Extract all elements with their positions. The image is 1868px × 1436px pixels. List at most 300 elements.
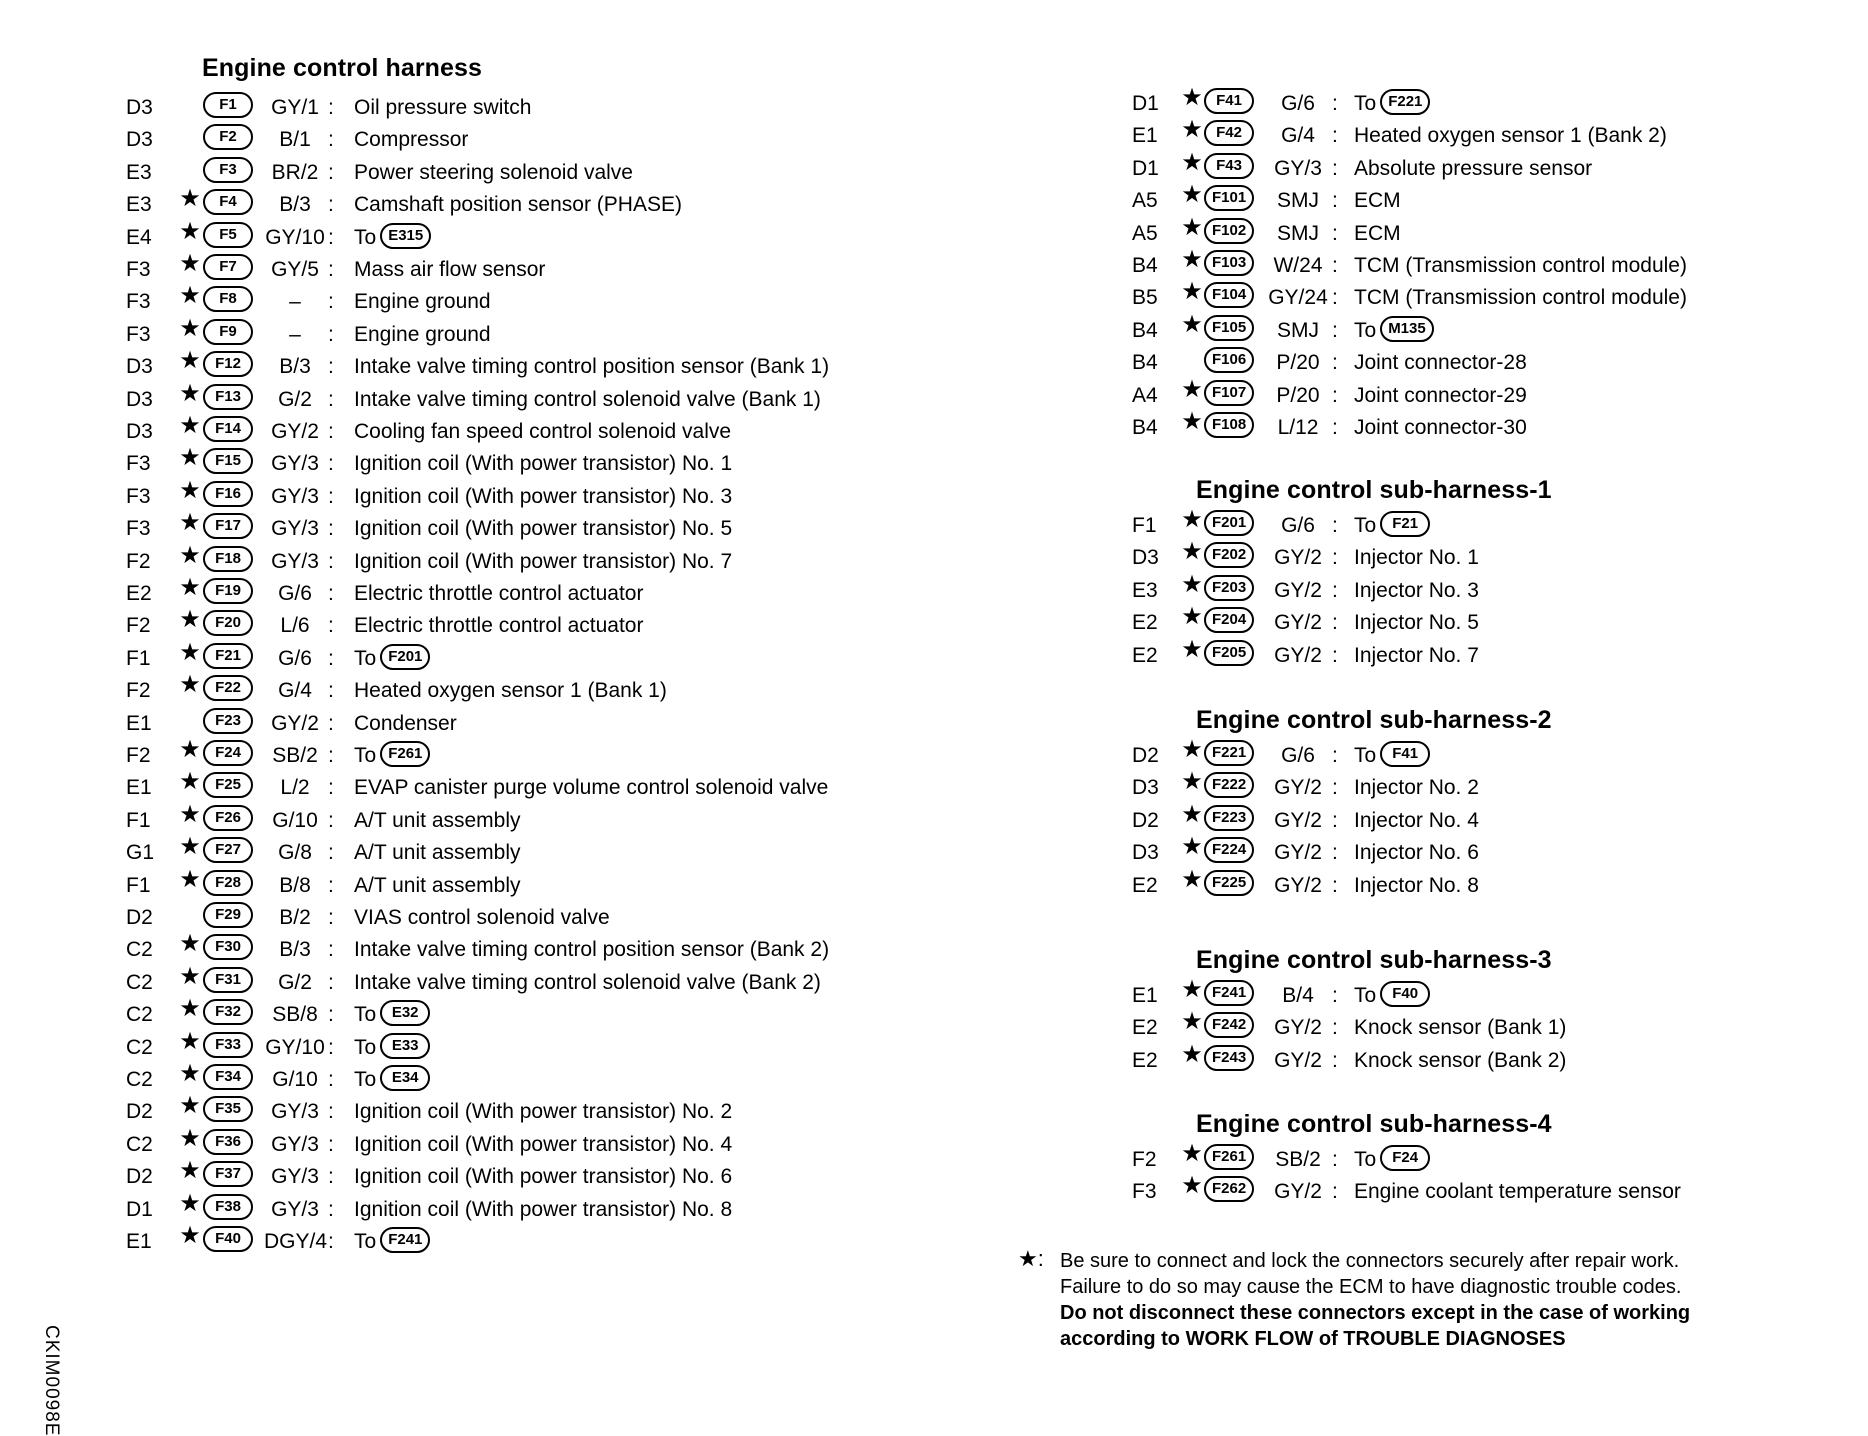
star-icon: ★ [179,217,201,245]
connector-description [1354,980,1419,1012]
colon-separator: : [328,873,334,897]
connector-row [1132,736,1868,772]
connector-row [1132,1172,1868,1208]
colon-separator: : [1332,776,1338,800]
colon-separator: : [328,1230,334,1253]
star-icon: ★ [179,962,201,990]
colon-separator: : [1332,841,1338,865]
colon-separator: : [328,1165,334,1189]
star-icon: ★ [179,1124,201,1152]
colon-separator: : [328,225,334,249]
connector-color-pins: GY/3 [271,517,319,541]
grid-location: B4 [1132,318,1158,342]
connector-row [126,1060,946,1096]
connector-row [1132,310,1868,347]
connector-row [126,833,946,869]
connector-row [1132,833,1868,869]
connector-color-pins: GY/3 [1274,156,1322,180]
grid-location: A5 [1132,189,1158,213]
connector-badge: F9 [203,319,253,345]
connector-badge: F241 [1204,980,1254,1006]
colon-separator: : [328,776,334,800]
connector-description [354,481,732,513]
description-text: Engine coolant temperature sensor [1354,1180,1681,1204]
connector-description [354,578,643,610]
star-icon: ★ [179,1189,201,1217]
connector-color-pins: GY/3 [271,484,319,508]
description-text: Intake valve timing control position sensor (Bank 1) [354,355,830,379]
connector-color-pins: – [289,322,301,346]
star-icon: ★ [1181,246,1203,273]
colon-separator: : [328,744,334,767]
star-icon: ★ [179,379,201,407]
description-text: Intake valve timing control solenoid valve (Bank 1) [354,387,821,411]
grid-location: E1 [126,1230,152,1253]
grid-location: F1 [126,646,151,670]
connector-row [126,509,946,545]
connector-color-pins: B/3 [279,355,311,379]
connector-badge: F107 [1204,380,1254,406]
connector-row [126,314,946,351]
connector-row [126,865,946,902]
connector-description [354,1096,732,1128]
star-icon: ★ [179,1060,201,1087]
connector-color-pins: G/6 [278,582,312,605]
star-icon: ★ [179,476,201,504]
connector-color-pins: B/3 [279,193,311,217]
description-text: Joint connector-29 [1354,383,1527,407]
star-icon: ★ [179,250,201,277]
description-text: Joint connector-30 [1354,416,1527,439]
colon-separator: : [328,938,334,962]
connector-badge: F108 [1204,412,1254,438]
connector-color-pins: GY/5 [271,258,319,281]
colon-separator: : [1332,318,1338,342]
grid-location: G1 [126,841,155,865]
description-text: Injector No. 2 [1354,776,1479,800]
connector-description [354,675,667,707]
connector-color-pins: B/4 [1282,984,1314,1007]
connector-color-pins: GY/2 [271,711,319,735]
connector-row [1132,800,1868,837]
description-text: Compressor [354,128,469,152]
colon-separator: : [328,96,334,119]
connector-row [1132,603,1868,639]
description-text: To [1354,744,1377,767]
connector-description [354,124,468,156]
colon-separator: : [328,1068,334,1091]
description-text: To [1354,318,1377,342]
grid-location: E2 [1132,611,1158,635]
connector-description [1354,542,1479,574]
grid-location: F2 [126,614,151,638]
star-icon: ★ [179,800,201,828]
description-text: To [354,1003,377,1027]
connector-row [1132,1040,1868,1077]
connector-description [354,805,521,837]
connector-badge: F42 [1204,120,1254,146]
connector-row [1132,768,1868,804]
colon-separator: : [1332,92,1338,115]
connector-row [1132,347,1868,379]
colon-separator: : [328,160,334,184]
star-icon: ★ [1181,603,1203,631]
connector-description [354,448,732,480]
description-text: To [354,646,377,670]
target-connector-badge: M135 [1380,316,1434,342]
connector-row [1132,213,1868,250]
connector-badge: F35 [203,1096,253,1122]
connector-badge: F36 [203,1129,253,1155]
star-icon: ★ [1181,1008,1203,1036]
description-text: To [1354,92,1377,115]
star-icon: ★ [1181,506,1203,533]
connector-description [1354,1176,1681,1208]
connector-description [354,351,829,383]
star-icon: ★ [1181,181,1203,209]
star-icon: ★: [1018,1246,1044,1271]
connector-description [354,513,732,545]
description-text: Injector No. 7 [1354,643,1479,667]
connector-description [354,189,682,221]
grid-location: E2 [1132,1048,1158,1072]
star-icon: ★ [179,865,201,893]
connector-badge: F12 [203,351,253,377]
connector-badge: F38 [203,1194,253,1220]
connector-color-pins: BR/2 [271,160,319,184]
grid-location: F3 [1132,1180,1157,1204]
connector-badge: F15 [203,448,253,474]
connector-badge: F204 [1204,607,1254,633]
connector-description [1354,153,1592,185]
section-title-engine-control-sub-harness-2: Engine control sub-harness-2 [1196,706,1552,734]
connector-row [126,92,946,124]
connector-color-pins: SB/2 [1275,1148,1321,1171]
colon-separator: : [1332,383,1338,407]
section-title-engine-control-sub-harness-1: Engine control sub-harness-1 [1196,476,1552,504]
connector-badge: F21 [203,643,253,669]
connector-badge: F40 [203,1226,253,1252]
connector-row [1132,375,1868,412]
caution-note [1018,1248,1690,1352]
connector-color-pins: GY/1 [271,96,319,119]
connector-description [1354,1045,1566,1077]
description-text: To [354,1230,377,1253]
description-text: Joint connector-28 [1354,351,1527,375]
grid-location: E3 [126,160,152,184]
description-text: ECM [1354,221,1401,245]
description-text: Absolute pressure sensor [1354,156,1593,180]
star-icon: ★ [179,833,201,861]
star-icon: ★ [1181,570,1203,598]
connector-badge: F30 [203,934,253,960]
connector-badge: F3 [203,157,253,183]
connector-row [126,541,946,578]
connector-color-pins: G/6 [1281,92,1315,115]
colon-separator: : [1332,286,1338,310]
connector-badge: F221 [1204,740,1254,766]
grid-location: B4 [1132,351,1158,375]
connector-badge: F28 [203,870,253,896]
connector-badge: F201 [1204,510,1254,536]
section-title-engine-control-harness: Engine control harness [202,54,483,82]
colon-separator: : [328,1003,334,1027]
connector-badge: F14 [203,416,253,442]
grid-location: D3 [126,420,153,443]
note-line-2: Failure to do so may cause the ECM to have diagnostic trouble codes. [1060,1276,1682,1298]
grid-location: E2 [1132,643,1158,667]
star-icon: ★ [179,606,201,634]
description-text: To [354,1035,377,1059]
connector-color-pins: SB/8 [272,1003,318,1027]
grid-location: D2 [1132,744,1159,767]
connector-badge: F31 [203,967,253,993]
connector-row [126,1189,946,1226]
connector-color-pins: G/4 [278,679,312,703]
connector-description [1354,185,1401,217]
connector-color-pins: GY/3 [271,1165,319,1189]
colon-separator: : [328,970,334,994]
connector-color-pins: G/10 [272,1068,318,1091]
connector-description [354,999,419,1031]
connector-badge: F5 [203,222,253,248]
connector-row [126,638,946,675]
connector-badge: F27 [203,837,253,863]
connector-badge: F242 [1204,1012,1254,1038]
connector-color-pins: G/6 [1281,514,1315,537]
connector-badge: F102 [1204,218,1254,244]
connector-color-pins: GY/2 [1274,546,1322,570]
description-text: Cooling fan speed control solenoid valve [354,420,732,443]
description-text: EVAP canister purge volume control solenoid valve [354,776,829,800]
colon-separator: : [1332,984,1338,1007]
connector-badge: F41 [1204,88,1254,114]
connector-badge: F23 [203,708,253,734]
description-text: Engine ground [354,322,491,346]
grid-location: D3 [126,128,153,152]
connector-description [1354,380,1527,412]
connector-row [126,800,946,837]
connector-description [1354,607,1479,639]
connector-row [126,1092,946,1128]
grid-location: F2 [126,679,151,703]
connector-row [126,282,946,318]
connector-badge: F7 [203,254,253,280]
star-icon: ★ [1181,768,1203,796]
connector-row [126,995,946,1031]
connector-color-pins: GY/2 [1274,873,1322,897]
connector-description [1354,250,1687,282]
colon-separator: : [1332,254,1338,277]
connector-badge: F243 [1204,1045,1254,1071]
connector-description [1354,88,1423,120]
target-connector-badge: E315 [380,223,431,249]
colon-separator: : [1332,351,1338,375]
connector-color-pins: G/8 [278,841,312,865]
description-text: Intake valve timing control solenoid valve (Bank 2) [354,970,821,994]
description-text: Ignition coil (With power transistor) No. 5 [354,517,733,541]
grid-location: E3 [126,193,152,217]
connector-row [1132,976,1868,1012]
colon-separator: : [328,808,334,832]
colon-separator: : [1332,611,1338,635]
connector-color-pins: GY/3 [271,1132,319,1156]
connector-badge: F32 [203,999,253,1025]
description-text: TCM (Transmission control module) [1354,286,1687,310]
description-text: Ignition coil (With power transistor) No. 8 [354,1197,733,1221]
description-text: Electric throttle control actuator [354,614,644,638]
colon-separator: : [1332,744,1338,767]
description-text: Ignition coil (With power transistor) No. 2 [354,1100,733,1124]
connector-row [1132,506,1868,542]
connector-color-pins: GY/2 [1274,611,1322,635]
connector-description [354,416,731,448]
colon-separator: : [1332,578,1338,602]
connector-badge: F18 [203,546,253,572]
star-icon: ★ [1181,310,1203,338]
connector-row [126,412,946,448]
connector-color-pins: G/2 [278,387,312,411]
connector-badge: F106 [1204,347,1254,373]
star-icon: ★ [1181,148,1203,176]
description-text: Camshaft position sensor (PHASE) [354,193,682,217]
description-text: Engine ground [354,290,491,314]
target-connector-badge: F221 [1380,89,1430,115]
colon-separator: : [1332,1016,1338,1040]
grid-location: D2 [126,1165,153,1189]
description-text: To [1354,984,1377,1007]
section-title-engine-control-sub-harness-3: Engine control sub-harness-3 [1196,946,1552,974]
colon-separator: : [328,1197,334,1221]
connector-badge: F105 [1204,315,1254,341]
connector-color-pins: GY/2 [1274,776,1322,800]
connector-row [126,902,946,934]
grid-location: D1 [1132,156,1159,180]
grid-location: F3 [126,484,151,508]
connector-color-pins: GY/2 [271,420,319,443]
target-connector-badge: F261 [380,741,430,767]
colon-separator: : [328,1035,334,1059]
grid-location: D3 [1132,776,1159,800]
connector-color-pins: SMJ [1277,221,1319,245]
connector-badge: F205 [1204,640,1254,666]
connector-badge: F203 [1204,575,1254,601]
connector-description [1354,805,1479,837]
connector-row [126,1157,946,1193]
connector-color-pins: SB/2 [272,744,318,767]
connector-description [354,222,424,254]
grid-location: F1 [126,808,151,832]
connector-description [354,546,732,578]
grid-location: C2 [126,938,153,962]
description-text: Mass air flow sensor [354,258,546,281]
connector-description [354,643,423,675]
star-icon: ★ [179,314,201,342]
connector-badge: F103 [1204,250,1254,276]
grid-location: C2 [126,970,153,994]
colon-separator: : [1332,546,1338,570]
connector-description [1354,347,1527,379]
connector-row [126,124,946,156]
star-icon: ★ [179,1222,201,1249]
grid-location: E1 [126,776,152,800]
connector-row [1132,84,1868,120]
connector-color-pins: GY/3 [271,549,319,573]
connector-badge: F1 [203,92,253,118]
star-icon: ★ [1181,213,1203,241]
connector-color-pins: GY/2 [1274,1180,1322,1204]
connector-description [354,1032,419,1064]
connector-row [126,185,946,221]
star-icon: ★ [179,930,201,958]
connector-row [1132,538,1868,574]
colon-separator: : [1332,124,1338,148]
connector-description [1354,412,1527,444]
description-text: Oil pressure switch [354,96,532,119]
connector-description [354,708,457,740]
connector-description [354,1161,732,1193]
star-icon: ★ [1181,865,1203,893]
colon-separator: : [328,614,334,638]
star-icon: ★ [179,1157,201,1185]
star-icon: ★ [1181,375,1203,403]
grid-location: E2 [1132,1016,1158,1040]
connector-description [354,772,828,804]
star-icon: ★ [179,574,201,601]
colon-separator: : [1332,156,1338,180]
connector-description [1354,315,1426,347]
grid-location: A4 [1132,383,1158,407]
connector-badge: F222 [1204,772,1254,798]
star-icon: ★ [1181,833,1203,861]
connector-badge: F29 [203,902,253,928]
star-icon: ★ [179,1027,201,1055]
connector-color-pins: GY/2 [1274,1016,1322,1040]
description-text: Injector No. 4 [1354,808,1479,832]
connector-description [354,1129,732,1161]
grid-location: E1 [1132,984,1158,1007]
description-text: A/T unit assembly [354,841,521,865]
star-icon: ★ [1181,736,1203,763]
star-icon: ★ [1181,278,1203,306]
description-text: Injector No. 1 [1354,546,1479,570]
connector-description [354,870,521,902]
connector-color-pins: B/3 [279,938,311,962]
connector-badge: F8 [203,286,253,312]
grid-location: D2 [126,1100,153,1124]
connector-row [126,476,946,513]
star-icon: ★ [179,638,201,666]
connector-color-pins: L/2 [280,776,310,800]
connector-row [126,574,946,610]
grid-location: E1 [126,711,152,735]
grid-location: C2 [126,1132,153,1156]
connector-row [1132,181,1868,217]
description-text: To [354,1068,377,1091]
connector-badge: F22 [203,675,253,701]
target-connector-badge: F40 [1380,981,1430,1007]
colon-separator: : [328,193,334,217]
connector-color-pins: L/12 [1277,416,1319,439]
connector-row [1132,635,1868,672]
connector-row [1132,865,1868,902]
connector-color-pins: GY/3 [271,1100,319,1124]
star-icon: ★ [1181,976,1203,1003]
connector-row [1132,148,1868,185]
connector-color-pins: GY/10 [265,225,325,249]
connector-badge: F20 [203,610,253,636]
connector-badge: F19 [203,578,253,604]
